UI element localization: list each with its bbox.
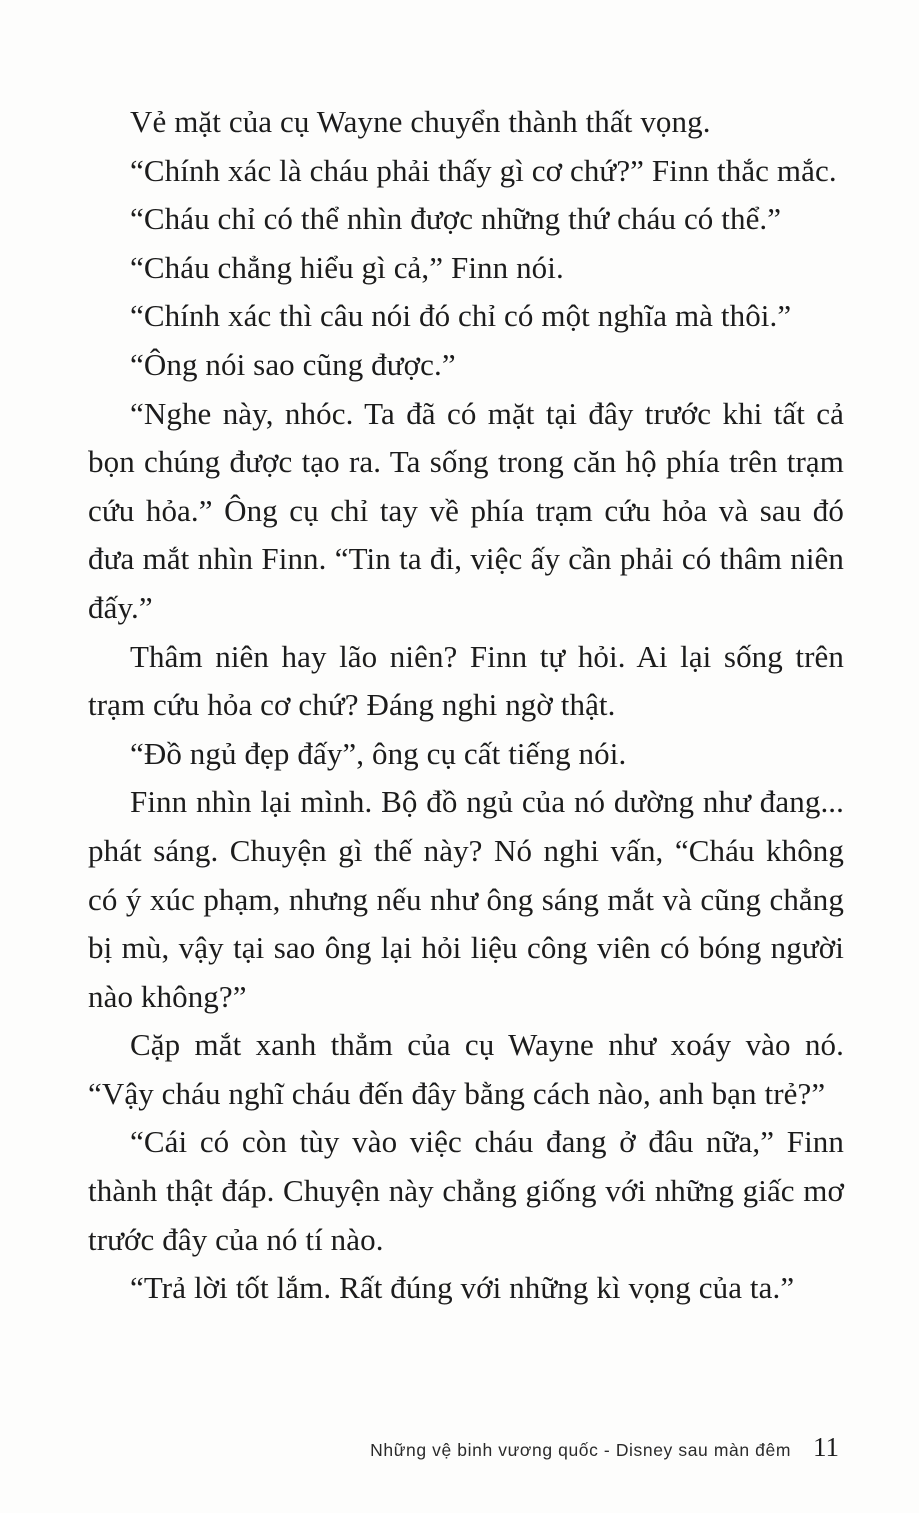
page-number: 11: [813, 1432, 839, 1462]
paragraph-7: “Nghe này, nhóc. Ta đã có mặt tại đây trước khi tất cả bọn chúng được tạo ra. Ta sống trong căn hộ phía trên trạm cứu hỏa.” Ông cụ chỉ tay về phía trạm cứu hỏa và sau đó đưa mắt nhìn Finn. “Tin ta đi, việc ấy cần phải có thâm niên đấy.”: [88, 395, 844, 625]
paragraph-11: Cặp mắt xanh thẳm của cụ Wayne như xoáy vào nó. “Vậy cháu nghĩ cháu đến đây bằng cách nào, anh bạn trẻ?”: [88, 1027, 844, 1111]
paragraph-12: “Cái có còn tùy vào việc cháu đang ở đâu nữa,” Finn thành thật đáp. Chuyện này chẳng giống với những giấc mơ trước đây của nó tí nào.: [88, 1124, 844, 1257]
paragraph-13: “Trả lời tốt lắm. Rất đúng với những kì vọng của ta.”: [130, 1270, 795, 1306]
paragraph-5: “Chính xác thì câu nói đó chỉ có một nghĩa mà thôi.”: [130, 298, 792, 334]
running-title: Những vệ binh vương quốc - Disney sau màn đêm: [370, 1440, 791, 1460]
paragraph-10: Finn nhìn lại mình. Bộ đồ ngủ của nó dường như đang... phát sáng. Chuyện gì thế này? Nó nghi vấn, “Cháu không có ý xúc phạm, nhưng nếu như ông sáng mắt và cũng chẳng bị mù, vậy tại sao ông lại hỏi liệu công viên có bóng người nào không?”: [88, 784, 844, 1014]
paragraph-6: “Ông nói sao cũng được.”: [130, 346, 456, 382]
paragraph-9: “Đồ ngủ đẹp đấy”, ông cụ cất tiếng nói.: [130, 735, 627, 771]
paragraph-8: Thâm niên hay lão niên? Finn tự hỏi. Ai lại sống trên trạm cứu hỏa cơ chứ? Đáng nghi ngờ thật.: [88, 638, 844, 723]
paragraph-3: “Cháu chỉ có thể nhìn được những thứ cháu có thể.”: [130, 201, 782, 237]
paragraph-4: “Cháu chẳng hiểu gì cả,” Finn nói.: [130, 249, 564, 285]
paragraph-1: Vẻ mặt của cụ Wayne chuyển thành thất vọng.: [130, 104, 711, 139]
body-text: [88, 98, 844, 1313]
page-footer: [370, 1432, 839, 1463]
paragraph-2: “Chính xác là cháu phải thấy gì cơ chứ?” Finn thắc mắc.: [130, 152, 837, 188]
